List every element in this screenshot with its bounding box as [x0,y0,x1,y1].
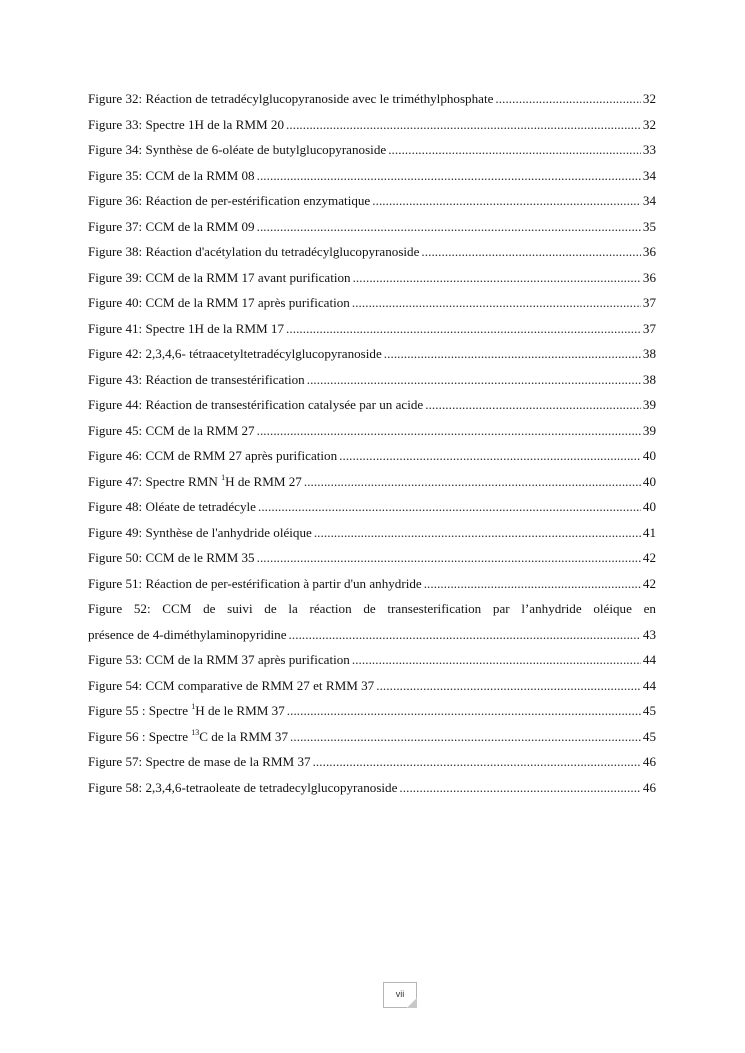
word: l’anhydride [521,601,582,616]
word: 52: [133,601,151,616]
page-number: vii [395,989,405,999]
toc-entry-title: Figure 48: Oléate de tetradécyle [88,499,256,514]
toc-entry-title: présence de 4-diméthylaminopyridine [88,626,287,642]
dot-leader [287,698,641,724]
toc-entry-52-line1[interactable] [88,596,656,622]
toc-entry-page: 43 [642,626,656,642]
toc-entry-title: Figure 53: CCM de la RMM 37 après purification [88,652,350,667]
toc-entry-title: Figure 41: Spectre 1H de la RMM 17 [88,320,285,336]
toc-entry-title: Figure 34: Synthèse de 6-oléate de butylglucopyranoside [88,142,387,157]
toc-entry[interactable] [88,239,656,265]
page-number-box [383,982,417,1008]
toc-entry-page: 45 [642,728,656,744]
toc-entry-page: 37 [642,320,656,336]
dot-leader [257,214,641,240]
toc-entry-title: Figure 36: Réaction de per-estérification enzymatique [88,193,371,208]
toc-entry-title [88,724,288,750]
toc-entry-page: 33 [642,142,656,157]
word: par [492,601,510,616]
toc-entry-page: 34 [642,193,656,208]
toc-entry-page: 32 [642,116,656,132]
toc-entry[interactable] [88,775,656,801]
dot-leader [399,775,640,801]
list-of-figures [88,86,656,800]
toc-entry-title: Figure 44: Réaction de transestérification catalysée par un acide [88,397,424,412]
toc-entry[interactable] [88,545,656,571]
toc-entry-page: 38 [642,371,656,387]
toc-entry-page: 39 [642,397,656,412]
dot-leader [286,112,641,138]
dot-leader [289,622,641,648]
toc-entry-title: Figure 42: 2,3,4,6- tétraacetyltetradécylglucopyranoside [88,346,382,361]
toc-entry-title: Figure 39: CCM de la RMM 17 avant purification [88,269,351,285]
word: la [288,601,298,616]
toc-entry[interactable] [88,494,656,520]
toc-entry-title: Figure 40: CCM de la RMM 17 après purification [88,295,350,310]
toc-entry-page: 40 [642,473,656,489]
dot-leader [388,137,641,163]
word: de [363,601,376,616]
toc-entry[interactable] [88,647,656,673]
toc-entry-title: Figure 51: Réaction de per-estérification à partir d'un anhydride [88,575,422,591]
toc-entry-page: 39 [642,422,656,438]
dot-leader [290,724,641,750]
toc-entry[interactable] [88,188,656,214]
toc-entry-title: Figure 45: CCM de la RMM 27 [88,422,255,438]
dot-leader [425,392,641,418]
toc-entry-page: 32 [642,91,656,106]
dot-leader [339,443,641,469]
toc-entry-title-start: Figure 56 : Spectre [88,728,192,744]
toc-entry-title: Figure 46: CCM de RMM 27 après purification [88,448,338,463]
dot-leader [352,290,641,316]
toc-entry-page: 44 [642,677,656,693]
toc-entry[interactable] [88,163,656,189]
toc-entry[interactable] [88,112,656,138]
toc-entry[interactable] [88,520,656,546]
word: CCM [162,601,192,616]
toc-entry-title [88,469,302,495]
toc-entry-page: 38 [642,346,656,361]
word: réaction [309,601,352,616]
toc-entry-page: 34 [642,167,656,183]
word: oléique [593,601,632,616]
toc-entry-title-start: Figure 55 : Spectre [88,703,192,718]
toc-entry-title: Figure 37: CCM de la RMM 09 [88,218,255,234]
dot-leader [304,469,641,495]
dot-leader [495,86,640,112]
dot-leader [314,520,641,546]
toc-entry[interactable] [88,341,656,367]
toc-entry[interactable] [88,571,656,597]
toc-entry[interactable] [88,265,656,291]
toc-entry[interactable] [88,367,656,393]
toc-entry-title-end: C de la RMM 37 [199,728,289,744]
dot-leader [257,545,641,571]
toc-entry-title: Figure 50: CCM de le RMM 35 [88,550,255,565]
toc-entry-title: Figure 54: CCM comparative de RMM 27 et RMM 37 [88,677,375,693]
dot-leader [258,494,641,520]
toc-entry-page: 40 [642,499,656,514]
toc-entry-page: 41 [642,524,656,540]
toc-entry[interactable] [88,724,656,750]
toc-entry[interactable] [88,86,656,112]
toc-entry[interactable] [88,443,656,469]
toc-entry-title [88,698,285,724]
word: Figure [88,601,123,616]
toc-entry-title: Figure 38: Réaction d'acétylation du tetradécylglucopyranoside [88,244,420,259]
word: suivi [227,601,253,616]
dot-leader [286,316,641,342]
dot-leader [307,367,641,393]
dot-leader [372,188,641,214]
toc-entry[interactable] [88,392,656,418]
page-fold-corner [407,998,417,1008]
toc-entry[interactable] [88,290,656,316]
toc-entry-52-line2[interactable] [88,622,656,648]
toc-entry[interactable] [88,749,656,775]
word: transesterification [387,601,482,616]
dot-leader [257,418,641,444]
toc-entry-page: 42 [642,550,656,565]
toc-entry-page: 35 [642,218,656,234]
toc-entry-title: Figure 43: Réaction de transestérification [88,371,305,387]
toc-entry-title-start: Figure 47: Spectre RMN [88,473,222,489]
toc-entry[interactable] [88,469,656,495]
toc-entry[interactable] [88,698,656,724]
dot-leader [257,163,641,189]
toc-entry[interactable] [88,214,656,240]
toc-entry[interactable] [88,418,656,444]
word: de [264,601,277,616]
toc-entry-title: Figure 35: CCM de la RMM 08 [88,167,255,183]
word: de [203,601,216,616]
superscript: 1 [221,472,226,482]
toc-entry-page: 44 [642,652,656,667]
dot-leader [421,239,640,265]
superscript: 13 [191,727,200,737]
toc-entry[interactable] [88,673,656,699]
dot-leader [313,749,641,775]
toc-entry-title: Figure 32: Réaction de tetradécylglucopyranoside avec le triméthylphosphate [88,91,494,106]
dot-leader [352,647,641,673]
toc-entry-title: Figure 33: Spectre 1H de la RMM 20 [88,116,285,132]
toc-entry-page: 46 [642,779,656,795]
toc-entry-page: 42 [642,575,656,591]
toc-entry-title-end: H de le RMM 37 [195,703,285,718]
toc-entry-title: Figure 57: Spectre de mase de la RMM 37 [88,754,311,769]
dot-leader [424,571,641,597]
toc-entry-title: Figure 58: 2,3,4,6-tetraoleate de tetradecylglucopyranoside [88,779,398,795]
word: en [643,601,656,616]
toc-entry-page: 45 [642,703,656,718]
dot-leader [376,673,641,699]
toc-entry[interactable] [88,137,656,163]
toc-entry-page: 46 [642,754,656,769]
superscript: 1 [191,702,196,711]
toc-entry[interactable] [88,316,656,342]
toc-entry-page: 36 [642,269,656,285]
dot-leader [384,341,641,367]
toc-entry-page: 37 [642,295,656,310]
toc-entry-page: 40 [642,448,656,463]
toc-entry-title-end: H de RMM 27 [225,473,302,489]
toc-entry-page: 36 [642,244,656,259]
dot-leader [353,265,641,291]
toc-entry-title: Figure 49: Synthèse de l'anhydride oléique [88,524,312,540]
